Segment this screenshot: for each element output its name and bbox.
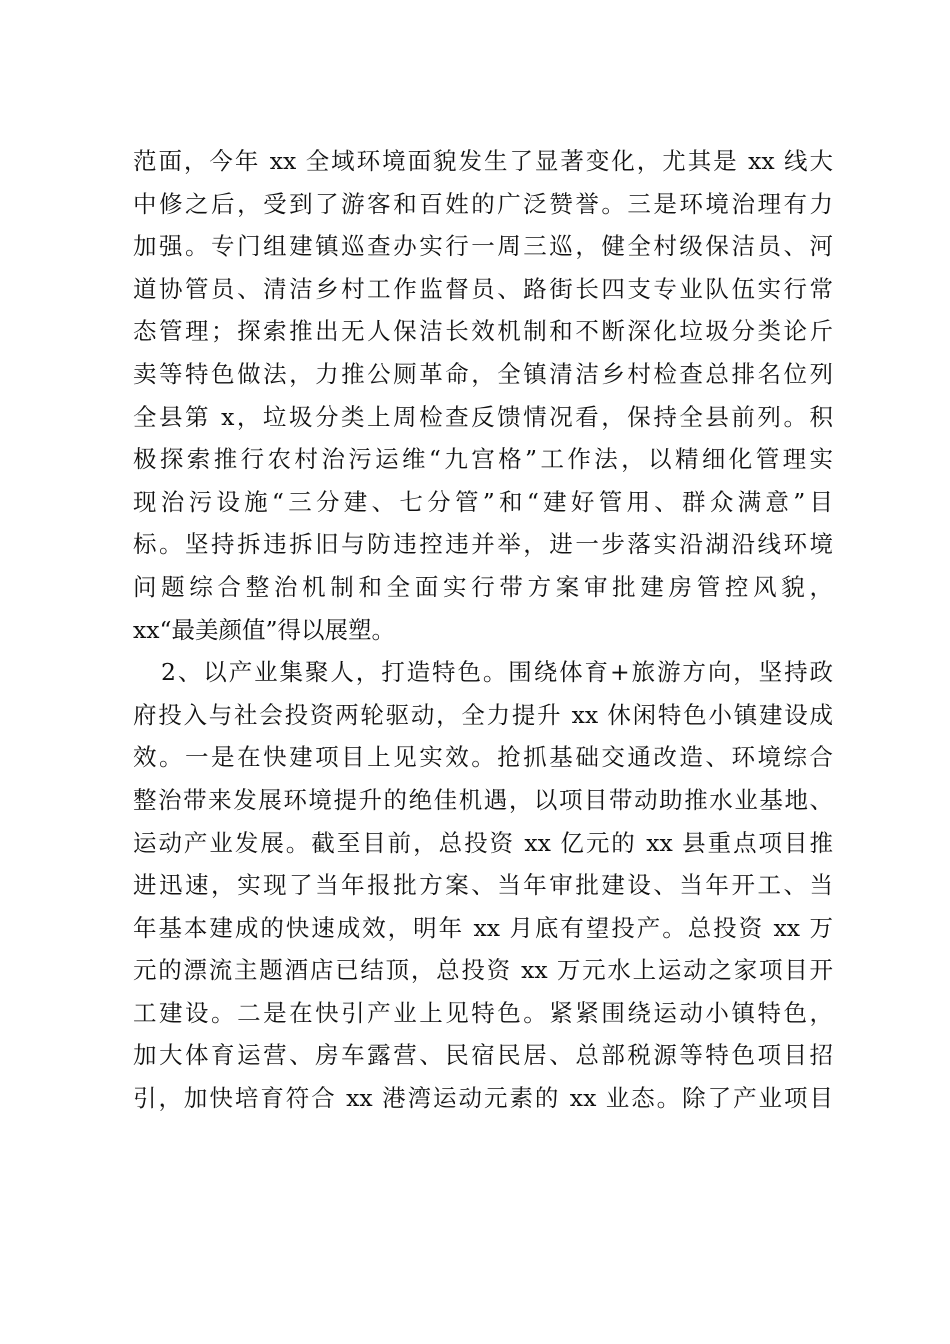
- text-line: 进迅速，实现了当年报批方案、当年审批建设、当年开工、当: [133, 871, 833, 900]
- body-text: [133, 140, 833, 1120]
- text-line: 工建设。二是在快引产业上见特色。紧紧围绕运动小镇特色，: [133, 998, 833, 1027]
- text-line: 中修之后，受到了游客和百姓的广泛赞誉。三是环境治理有力: [133, 189, 833, 218]
- text-line: 引，加快培育符合 xx 港湾运动元素的 xx 业态。除了产业项目: [133, 1084, 833, 1113]
- text-line: 整治带来发展环境提升的绝佳机遇，以项目带动助推水业基地、: [133, 785, 833, 814]
- text-line: 全县第 x，垃圾分类上周检查反馈情况看，保持全县前列。积: [133, 402, 833, 431]
- text-line: 加强。专门组建镇巡查办实行一周三巡，健全村级保洁员、河: [133, 232, 833, 261]
- text-line: 卖等特色做法，力推公厕革命，全镇清洁乡村检查总排名位列: [133, 359, 833, 388]
- text-line: 元的漂流主题酒店已结顶，总投资 xx 万元水上运动之家项目开: [133, 956, 833, 985]
- text-line: 范面，今年 xx 全域环境面貌发生了显著变化，尤其是 xx 线大: [133, 147, 833, 175]
- text-line: 态管理；探索推出无人保洁长效机制和不断深化垃圾分类论斤: [133, 317, 833, 346]
- text-line: 标。坚持拆违拆旧与防违控违并举，进一步落实沿湖沿线环境: [133, 530, 833, 559]
- text-line: 加大体育运营、房车露营、民宿民居、总部税源等特色项目招: [133, 1041, 833, 1070]
- text-line: 问题综合整治机制和全面实行带方案审批建房管控风貌，: [133, 572, 833, 601]
- text-line: 2、以产业集聚人，打造特色。围绕体育+旅游方向，坚持政: [161, 658, 833, 687]
- text-line: 现治污设施“三分建、七分管”和“建好管用、群众满意”目: [133, 487, 833, 516]
- paragraph-environment: [133, 140, 833, 651]
- text-line: 府投入与社会投资两轮驱动，全力提升 xx 休闲特色小镇建设成: [133, 700, 833, 729]
- text-line: 年基本建成的快速成效，明年 xx 月底有望投产。总投资 xx 万: [133, 913, 833, 942]
- text-line: 极探索推行农村治污运维“九宫格”工作法，以精细化管理实: [133, 445, 833, 474]
- paragraph-industry: [133, 651, 833, 1120]
- text-line: 道协管员、清洁乡村工作监督员、路街长四支专业队伍实行常: [133, 274, 833, 303]
- text-line: 效。一是在快建项目上见实效。抢抓基础交通改造、环境综合: [133, 743, 833, 772]
- text-line: 运动产业发展。截至目前，总投资 xx 亿元的 xx 县重点项目推: [133, 828, 833, 857]
- text-line: xx“最美颜值”得以展塑。: [133, 615, 396, 644]
